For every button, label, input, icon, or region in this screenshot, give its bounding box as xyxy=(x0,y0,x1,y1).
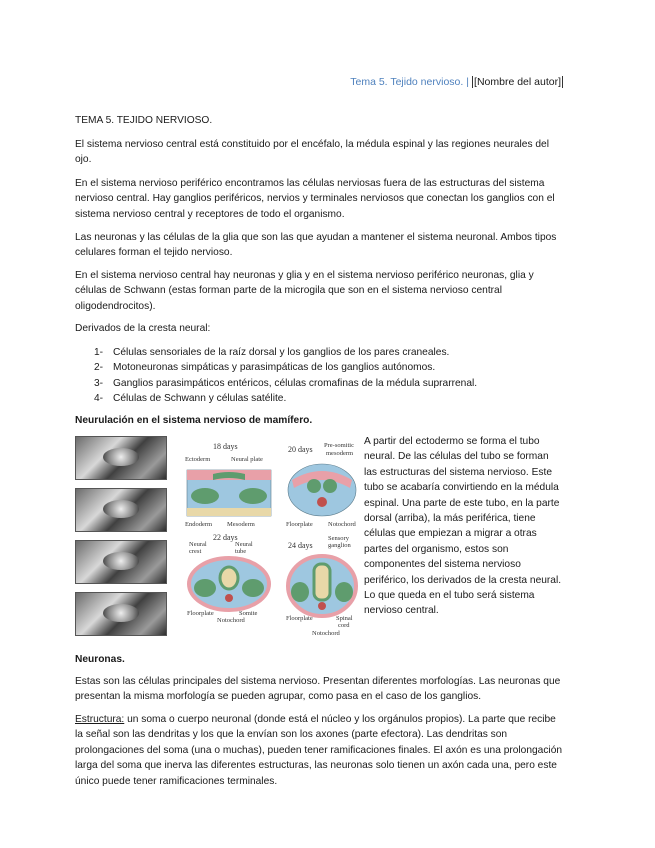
neural-crest-label-1: Neural xyxy=(189,541,207,548)
derivados-list xyxy=(94,345,534,407)
header-title: Tema 5. Tejido nervioso. xyxy=(350,76,464,88)
paragraph-3: Las neuronas y las células de la glia que son las que ayudan a mantener el sistema neuronal. Ambos tipos celulares forman el tejido nervioso. xyxy=(75,232,557,259)
estructura-label: Estructura: xyxy=(75,714,125,725)
neural-fold-right xyxy=(323,479,337,493)
somite-label: Somite xyxy=(239,610,258,617)
ganglion-label: ganglion xyxy=(328,542,351,549)
diagram-18-days xyxy=(183,440,275,530)
days-label: 18 days xyxy=(213,442,238,451)
page-header xyxy=(350,76,563,88)
paragraph-1: El sistema nervioso central está constituido por el encéfalo, la médula espinal y las regiones neurales del ojo. xyxy=(75,139,549,166)
neural-fold-left xyxy=(307,479,321,493)
days-label: 22 days xyxy=(213,533,238,542)
endoderm-layer xyxy=(187,508,271,516)
ectoderm-label: Ectoderm xyxy=(185,456,211,463)
sem-micrographs xyxy=(75,436,167,644)
spinal-cord-shape xyxy=(314,564,330,600)
estructura-text: un soma o cuerpo neuronal (donde está el núcleo y los orgánulos propios). La parte que recibe la señal son las dendritas y los que la envían son los axones (parte efectora). Las dendritas son prolongaciones del soma (una o muchas), pueden tener ramificaciones finales. El axón es una prolongación larga del soma que inerva las diferentes estructuras, las neuronas solo tienen un axón cada una, pero este único puede tener ramificaciones terminales. xyxy=(75,714,563,787)
list-item: 2- Motoneuronas simpáticas y parasimpáticas de los ganglios autónomos. xyxy=(94,362,436,374)
sem-image-3 xyxy=(75,540,167,584)
floorplate-label: Floorplate xyxy=(286,615,313,622)
somite-left xyxy=(194,579,216,597)
notochord-label: Notochord xyxy=(217,617,245,622)
mesoderm-label: mesoderm xyxy=(326,450,354,457)
somite-left xyxy=(291,582,309,602)
neural-tube-label-1: Neural xyxy=(235,541,253,548)
somite-right xyxy=(335,582,353,602)
list-item: 4- Células de Schwann y células satélite. xyxy=(94,393,287,405)
sem-image-1 xyxy=(75,436,167,480)
sem-image-4 xyxy=(75,592,167,636)
paragraph-5: Derivados de la cresta neural: xyxy=(75,323,211,334)
notochord-label: Notochord xyxy=(312,630,340,637)
paragraph-4: En el sistema nervioso central hay neuronas y glia y en el sistema nervioso periférico neuronas, glia y células de Schwann (estas forman parte de la microgila que son en el sistema nervioso central oligodendrocitos). xyxy=(75,270,534,312)
neural-crest-label-2: crest xyxy=(189,548,202,555)
header-separator: | xyxy=(466,76,470,88)
neural-plate-label: Neural plate xyxy=(231,456,263,463)
neural-tube-label-2: tube xyxy=(235,548,247,555)
diagram-20-days xyxy=(284,440,364,530)
sensory-label: Sensory xyxy=(328,535,349,542)
neuronas-heading: Neuronas. xyxy=(75,654,125,665)
notochord-shape xyxy=(318,602,326,610)
paragraph-2: En el sistema nervioso periférico encontramos las células nerviosas fuera de las estructuras del sistema nervioso central. Hay ganglios periféricos, nervios y terminales nerviosos que conectan los ganglios con el sistema nervioso central y receptores de todo el organismo. xyxy=(75,178,555,220)
cord-label: cord xyxy=(338,622,350,629)
diagram-24-days xyxy=(284,532,364,638)
presomitic-label: Pre-somitic xyxy=(324,442,354,449)
days-label: 20 days xyxy=(288,445,313,454)
mesoderm-label: Mesoderm xyxy=(227,521,255,528)
neurulacion-heading: Neurulación en el sistema nervioso de mamífero. xyxy=(75,415,313,426)
floorplate-label: Floorplate xyxy=(286,521,313,528)
notochord-shape xyxy=(225,594,233,602)
floorplate-label: Floorplate xyxy=(187,610,214,617)
spinal-label: Spinal xyxy=(336,615,353,622)
section-heading: TEMA 5. TEJIDO NERVIOSO. xyxy=(75,115,213,126)
notochord-shape xyxy=(317,497,327,507)
estructura-paragraph xyxy=(75,712,565,789)
neuronas-paragraph: Estas son las células principales del sistema nervioso. Presentan diferentes morfologías. Las neuronas que presentan la misma morfología se pueden agrupar, como pasa en el caso de los ganglios. xyxy=(75,676,561,703)
endoderm-label: Endoderm xyxy=(185,521,213,528)
mesoderm-right xyxy=(239,488,267,504)
neurulacion-text: A partir del ectodermo se forma el tubo neural. De las células del tubo se forman las estructuras del sistema nervioso. Este tubo se acabaría convirtiendo en la médula espinal. Una parte de este tubo, en la parte dorsal (arriba), la más periférica, tiene células que empiezan a migrar a otras partes del organismo, estos son componentes del sistema nervioso periférico, los derivados de la cresta neural. Lo que queda en el tubo será sistema nervioso central. xyxy=(364,436,562,617)
header-author: [Nombre del autor] xyxy=(474,76,561,88)
somite-right xyxy=(242,579,264,597)
notochord-label: Notochord xyxy=(328,521,356,528)
mesoderm-left xyxy=(191,488,219,504)
list-item: 3- Ganglios parasimpáticos entéricos, células cromafinas de la médula suprarrenal. xyxy=(94,377,478,389)
days-label: 24 days xyxy=(288,541,313,550)
diagram-22-days xyxy=(183,532,275,622)
neural-tube-shape xyxy=(220,567,238,589)
sem-image-2 xyxy=(75,488,167,532)
list-item: 1- Células sensoriales de la raíz dorsal y los ganglios de los pares craneales. xyxy=(94,347,450,358)
